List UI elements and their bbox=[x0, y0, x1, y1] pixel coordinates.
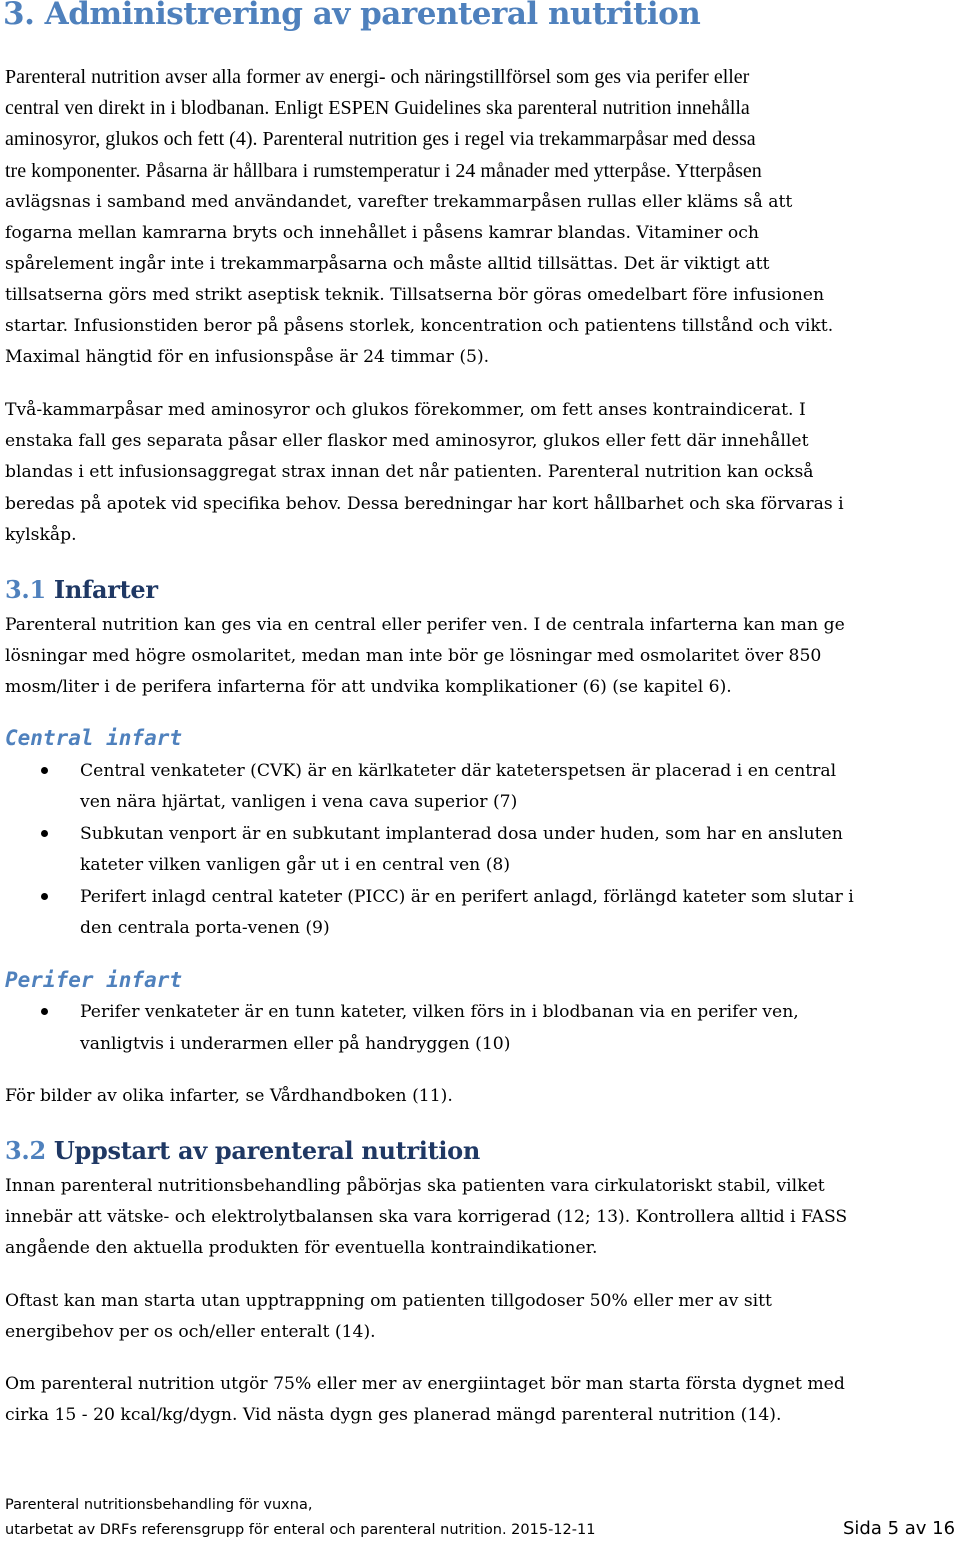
text-line: lösningar med högre osmolaritet, medan man inte bör ge lösningar med osmolaritet över 850 bbox=[5, 646, 822, 666]
text-line: Subkutan venport är en subkutant implanterad dosa under huden, som har en ansluten bbox=[80, 824, 843, 844]
text-line: startar. Infusionstiden beror på påsens storlek, koncentration och patientens tillstånd och vikt. bbox=[5, 316, 834, 336]
text-line: avlägsnas i samband med användandet, varefter trekammarpåsen rullas eller kläms så att bbox=[5, 192, 793, 212]
bullet-icon bbox=[41, 767, 48, 774]
bullet-icon bbox=[41, 893, 48, 900]
text-line: spårelement ingår inte i trekammarpåsarna och måste alltid tillsättas. Det är viktigt att bbox=[5, 254, 770, 274]
text-line: Innan parenteral nutritionsbehandling påbörjas ska patienten vara cirkulatoriskt stabil, vilket bbox=[5, 1176, 825, 1196]
text-line: fogarna mellan kamrarna bryts och innehållet i påsens kamrar blandas. Vitaminer och bbox=[5, 223, 759, 243]
page-number: Sida 5 av 16 bbox=[843, 1518, 956, 1539]
bullet-icon bbox=[41, 1008, 48, 1015]
text-line: Två-kammarpåsar med aminosyror och glukos förekommer, om fett anses kontraindicerat. I bbox=[5, 400, 806, 420]
text-line: Parenteral nutrition kan ges via en central eller perifer ven. I de centrala infarterna kan man ge bbox=[5, 615, 845, 635]
text-line: beredas på apotek vid specifika behov. Dessa beredningar har kort hållbarhet och ska förvaras i bbox=[5, 494, 844, 514]
subheading-central-infart: Central infart bbox=[5, 726, 183, 750]
section-title: Infarter bbox=[53, 575, 158, 604]
text-line: den centrala porta-venen (9) bbox=[80, 918, 330, 938]
text-line: tillsatserna görs med strikt aseptisk teknik. Tillsatserna bör göras omedelbart före infusionen bbox=[5, 285, 825, 305]
text-line: energibehov per os och/eller enteralt (14). bbox=[5, 1322, 376, 1342]
section-title: Uppstart av parenteral nutrition bbox=[53, 1136, 481, 1165]
bullet-icon bbox=[41, 830, 48, 837]
text-line: tre komponenter. Påsarna är hållbara i rumstemperatur i 24 månader med ytterpåse. Ytterpåsen bbox=[5, 160, 762, 182]
text-line: ven nära hjärtat, vanligen i vena cava superior (7) bbox=[80, 792, 518, 812]
text-line: innebär att vätske- och elektrolytbalansen ska vara korrigerad (12; 13). Kontrollera alltid i FASS bbox=[5, 1207, 848, 1227]
section-heading-uppstart bbox=[5, 1136, 480, 1165]
text-line: enstaka fall ges separata påsar eller flaskor med aminosyror, glukos eller fett där innehållet bbox=[5, 431, 809, 451]
text-line: kateter vilken vanligen går ut i en central ven (8) bbox=[80, 855, 511, 875]
footer-line-2: utarbetat av DRFs referensgrupp för enteral och parenteral nutrition. 2015-12-11 bbox=[5, 1522, 596, 1538]
page-title: 3. Administrering av parenteral nutrition bbox=[3, 0, 701, 32]
text-line: Perifert inlagd central kateter (PICC) är en perifert anlagd, förlängd kateter som slutar i bbox=[80, 887, 854, 907]
text-line: angående den aktuella produkten för eventuella kontraindikationer. bbox=[5, 1238, 598, 1258]
text-line: blandas i ett infusionsaggregat strax innan det når patienten. Parenteral nutrition kan också bbox=[5, 462, 814, 482]
text-line: För bilder av olika infarter, se Vårdhandboken (11). bbox=[5, 1086, 453, 1106]
section-number: 3.2 bbox=[5, 1136, 46, 1165]
text-line: cirka 15 - 20 kcal/kg/dygn. Vid nästa dygn ges planerad mängd parenteral nutrition (14). bbox=[5, 1405, 782, 1425]
text-line: Central venkateter (CVK) är en kärlkateter där kateterspetsen är placerad i en central bbox=[80, 761, 837, 781]
text-line: vanligtvis i underarmen eller på handryggen (10) bbox=[80, 1034, 511, 1054]
text-line: Om parenteral nutrition utgör 75% eller mer av energiintaget bör man starta första dygnet med bbox=[5, 1374, 845, 1394]
text-line: kylskåp. bbox=[5, 525, 77, 545]
footer-line-1: Parenteral nutritionsbehandling för vuxna, bbox=[5, 1497, 313, 1513]
text-line: aminosyror, glukos och fett (4). Parenteral nutrition ges i regel via trekammarpåsar med dessa bbox=[5, 128, 756, 150]
text-line: Perifer venkateter är en tunn kateter, vilken förs in i blodbanan via en perifer ven, bbox=[80, 1002, 799, 1022]
section-number: 3.1 bbox=[5, 575, 46, 604]
text-line: Maximal hängtid för en infusionspåse är 24 timmar (5). bbox=[5, 347, 490, 367]
text-line: Oftast kan man starta utan upptrappning om patienten tillgodoser 50% eller mer av sitt bbox=[5, 1291, 772, 1311]
text-line: Parenteral nutrition avser alla former av energi- och näringstillförsel som ges via perifer eller bbox=[5, 66, 750, 88]
text-line: mosm/liter i de perifera infarterna för att undvika komplikationer (6) (se kapitel 6). bbox=[5, 677, 732, 697]
section-heading-infarter bbox=[5, 575, 158, 604]
subheading-perifer-infart: Perifer infart bbox=[5, 968, 183, 992]
text-line: central ven direkt in i blodbanan. Enligt ESPEN Guidelines ska parenteral nutrition innehålla bbox=[5, 97, 750, 119]
